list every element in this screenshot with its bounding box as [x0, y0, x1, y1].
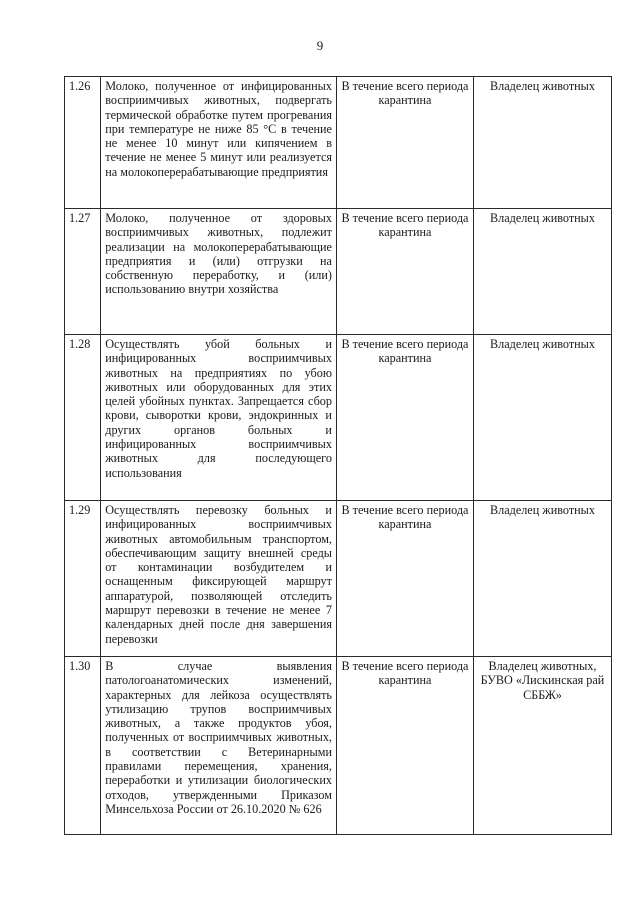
measure-text: Осуществлять убой больных и инфицированных восприимчивых животных на предприятиях по убою животных или оборудованных для этих целей убойных пунктах. Запрещается сбор крови, сыворотки крови, эндокринных и других органов больных и инфицированных восприимчивых животных для последующего использования: [101, 335, 337, 501]
measure-text: В случае выявления патологоанатомических изменений, характерных для лейкоза осуществлять утилизацию трупов восприимчивых животных, а также продуктов убоя, полученных от восприимчивых животных, в соответствии с Ветеринарными правилами перемещения, хранения, переработки и утилизации биологических отходов, утвержденными Приказом Минсельхоза России от 26.10.2020 № 626: [101, 657, 337, 835]
item-number: 1.26: [65, 77, 101, 209]
item-number: 1.30: [65, 657, 101, 835]
responsible-text: Владелец животных: [473, 77, 611, 209]
measure-text: Молоко, полученное от инфицированных восприимчивых животных, подвергать термической обработке путем прогревания при температуре не ниже 85 °С в течение не менее 10 минут или кипячением в течение не менее 5 минут или реализуется на молокоперерабатывающие предприятия: [101, 77, 337, 209]
term-text: В течение всего периода карантина: [336, 335, 473, 501]
page-number: 9: [316, 38, 324, 53]
table-row: [65, 209, 612, 335]
table-row: [65, 335, 612, 501]
term-text: В течение всего периода карантина: [336, 77, 473, 209]
term-text: В течение всего периода карантина: [336, 657, 473, 835]
responsible-text: Владелец животных: [473, 209, 611, 335]
item-number: 1.28: [65, 335, 101, 501]
measure-text: Молоко, полученное от здоровых восприимчивых животных, подлежит реализации на молокоперерабатывающие предприятия и (или) отгрузки на собственную переработку, и (или) использованию внутри хозяйства: [101, 209, 337, 335]
term-text: В течение всего периода карантина: [336, 209, 473, 335]
table-row: [65, 501, 612, 657]
table-row: [65, 77, 612, 209]
item-number: 1.27: [65, 209, 101, 335]
term-text: В течение всего периода карантина: [336, 501, 473, 657]
measures-table: [64, 76, 612, 835]
responsible-text: Владелец животных: [473, 501, 611, 657]
responsible-text: Владелец животных, БУВО «Лискинская рай СББЖ»: [473, 657, 611, 835]
measure-text: Осуществлять перевозку больных и инфицированных восприимчивых животных автомобильным транспортом, обеспечивающим защиту внешней среды от контаминации возбудителем и оснащенным фиксирующей маршрут аппаратурой, позволяющей отследить маршрут перевозки в течение не менее 7 календарных дней после дня завершения перевозки: [101, 501, 337, 657]
item-number: 1.29: [65, 501, 101, 657]
table-row: [65, 657, 612, 835]
responsible-text: Владелец животных: [473, 335, 611, 501]
